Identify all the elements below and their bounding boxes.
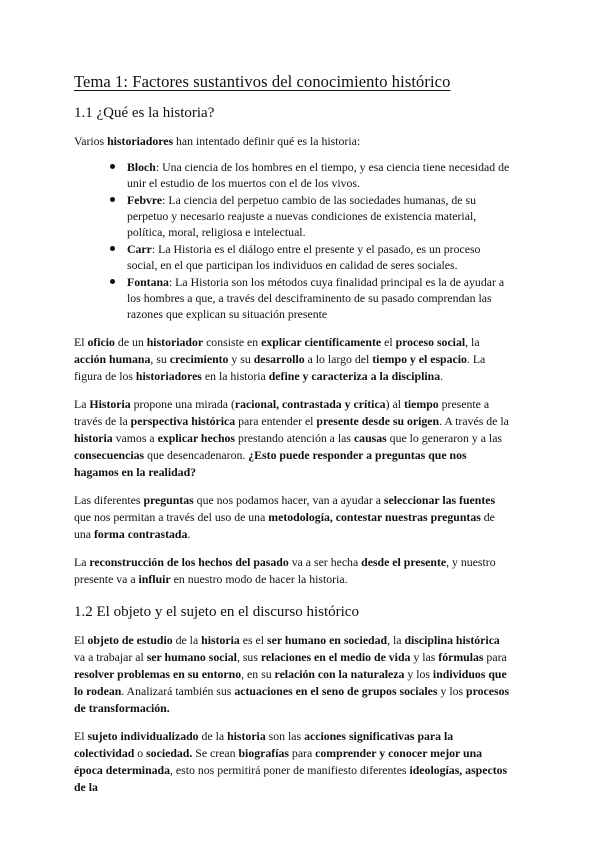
bold-run: reconstrucción de los hechos del pasado xyxy=(89,555,289,569)
text-run: . La figura de los xyxy=(74,352,486,383)
bold-run: desarrollo xyxy=(253,352,305,366)
paragraph-mirada xyxy=(74,396,512,481)
bullet-icon xyxy=(110,197,115,202)
text-run: . xyxy=(187,527,191,541)
text-run: , sus xyxy=(236,650,261,664)
text-run: para entender el xyxy=(235,414,317,428)
bold-run: consecuencias xyxy=(74,448,145,462)
text-run: , y nuestro presente va a xyxy=(74,555,496,586)
bold-run: historia xyxy=(201,633,240,647)
text-run: , esto nos permitirá poner de manifiesto diferentes xyxy=(170,763,410,777)
text-run: propone una mirada ( xyxy=(130,397,235,411)
text-run: vamos a xyxy=(112,431,158,445)
text-run: el xyxy=(381,335,396,349)
bold-run: perspectiva histórica xyxy=(130,414,236,428)
definition-author: Bloch xyxy=(127,160,156,174)
bold-run: historiadores xyxy=(107,134,174,148)
bold-run: forma contrastada xyxy=(93,527,188,541)
bold-run: ser humano social xyxy=(146,650,237,664)
text-run: El xyxy=(74,729,88,743)
text-run: va a trabajar al xyxy=(74,650,147,664)
bold-run: biografías xyxy=(238,746,289,760)
definition-text: : La Historia son los métodos cuya finalidad principal es la de ayudar a los hombres a que, a través del desciframinento de su pasado comprendan las razones que explican su situación presente xyxy=(127,275,505,321)
bold-run: proceso social xyxy=(395,335,466,349)
bold-run: resolver problemas en su entorno xyxy=(74,667,242,681)
text-run: , la xyxy=(387,633,405,647)
list-item xyxy=(127,274,512,322)
bold-run: objeto de estudio xyxy=(87,633,173,647)
bold-run: define y caracteriza a la disciplina xyxy=(268,369,441,383)
bold-run: sujeto individualizado xyxy=(87,729,199,743)
list-item xyxy=(127,192,512,240)
bold-run: tiempo y el espacio xyxy=(372,352,467,366)
text-run: consiste en xyxy=(203,335,262,349)
bold-run: ser humano en sociedad xyxy=(267,633,388,647)
bold-run: tiempo xyxy=(403,397,439,411)
text-run: Varios xyxy=(74,134,108,148)
text-run: y los xyxy=(437,684,467,698)
definitions-list xyxy=(74,159,512,322)
text-run: que lo generaron y a las xyxy=(386,431,503,445)
definition-text: : Una ciencia de los hombres en el tiempo, y esa ciencia tiene necesidad de unir el estudio de los muertos con el de los vivos. xyxy=(127,160,510,190)
text-run: a lo largo del xyxy=(304,352,373,366)
text-run: . xyxy=(440,369,444,383)
document-title: Tema 1: Factores sustantivos del conocimiento histórico xyxy=(74,72,451,91)
text-run: o xyxy=(134,746,147,760)
text-run: han intentado definir qué es la historia: xyxy=(173,134,361,148)
text-run: ) al xyxy=(385,397,404,411)
text-run: El xyxy=(74,335,88,349)
definition-text: : La Historia es el diálogo entre el presente y el pasado, es un proceso social, en el que participan los individuos en calidad de seres sociales. xyxy=(127,242,481,272)
bold-run: crecimiento xyxy=(169,352,229,366)
bold-run: ideologías, aspectos de la xyxy=(74,763,508,794)
text-run: . Analizará también sus xyxy=(121,684,235,698)
bold-run: sociedad. xyxy=(146,746,193,760)
text-run: El xyxy=(74,633,88,647)
bold-run: metodología, contestar nuestras preguntas xyxy=(268,510,481,524)
text-run: Las diferentes xyxy=(74,493,144,507)
bold-run: procesos de transformación. xyxy=(74,684,510,715)
bullet-icon xyxy=(110,164,115,169)
text-run: prestando atención a las xyxy=(235,431,354,445)
text-run: y los xyxy=(404,667,433,681)
text-run: y las xyxy=(410,650,439,664)
text-run: para xyxy=(288,746,316,760)
definition-author: Fontana xyxy=(127,275,169,289)
text-run: en nuestro modo de hacer la historia. xyxy=(170,572,348,586)
text-run: y su xyxy=(228,352,254,366)
text-run: La xyxy=(74,555,90,569)
intro-paragraph xyxy=(74,133,512,150)
bold-run: explicar hechos xyxy=(157,431,236,445)
text-run: , en su xyxy=(241,667,275,681)
bold-run: actuaciones en el seno de grupos sociales xyxy=(234,684,438,698)
bold-run: individuos que lo rodean xyxy=(74,667,507,698)
definition-text: : La ciencia del perpetuo cambio de las sociedades humanas, de su perpetuo y necesario reajuste a nuevas condiciones de existencia material, política, moral, religiosa e intelectual. xyxy=(127,193,477,239)
bold-run: historiadores xyxy=(135,369,202,383)
text-run: La xyxy=(74,397,90,411)
definition-author: Febvre xyxy=(127,193,163,207)
text-run: de una xyxy=(74,510,495,541)
definition-author: Carr xyxy=(127,242,152,256)
bullet-icon xyxy=(110,246,115,251)
paragraph-preguntas xyxy=(74,492,512,543)
list-item xyxy=(127,159,512,191)
text-run: en la historia xyxy=(201,369,269,383)
bold-run: historia xyxy=(74,431,113,445)
text-run: Se crean xyxy=(192,746,239,760)
bold-run: comprender y conocer mejor una época determinada xyxy=(74,746,483,777)
text-run: de la xyxy=(198,729,228,743)
bullet-icon xyxy=(110,279,115,284)
bold-run: causas xyxy=(353,431,387,445)
text-run: que nos podamos hacer, van a ayudar a xyxy=(193,493,384,507)
text-run: , su xyxy=(150,352,170,366)
bold-run: desde el presente xyxy=(361,555,447,569)
bold-run: relación con la naturaleza xyxy=(274,667,405,681)
list-item xyxy=(127,241,512,273)
bold-run: influir xyxy=(138,572,171,586)
bold-run: presente desde su origen xyxy=(316,414,440,428)
paragraph-sujeto xyxy=(74,728,512,796)
text-run: que nos permitan a través del uso de una xyxy=(74,510,269,524)
bold-run: explicar científicamente xyxy=(261,335,382,349)
bold-run: acciones significativas para la colectividad xyxy=(74,729,454,760)
bold-run: fórmulas xyxy=(438,650,484,664)
bold-run: historiador xyxy=(146,335,204,349)
text-run: va a ser hecha xyxy=(288,555,362,569)
bold-run: preguntas xyxy=(143,493,194,507)
paragraph-reconstruccion xyxy=(74,554,512,588)
text-run: que desencadenaron. xyxy=(144,448,249,462)
bold-run: acción humana xyxy=(74,352,151,366)
paragraph-objeto xyxy=(74,632,512,717)
text-run: . A través de la xyxy=(439,414,509,428)
bold-run: seleccionar las fuentes xyxy=(383,493,496,507)
bold-run: ¿Esto puede responder a preguntas que nos hagamos en la realidad? xyxy=(74,448,467,479)
bold-run: disciplina histórica xyxy=(404,633,500,647)
bold-run: historia xyxy=(227,729,266,743)
text-run: de la xyxy=(172,633,202,647)
paragraph-oficio xyxy=(74,334,512,385)
section-heading-1-1: 1.1 ¿Qué es la historia? xyxy=(74,105,215,121)
bold-run: oficio xyxy=(87,335,115,349)
bold-run: racional, contrastada y crítica xyxy=(234,397,386,411)
text-run: presente a través de la xyxy=(74,397,490,428)
bold-run: relaciones en el medio de vida xyxy=(260,650,411,664)
section-heading-1-2: 1.2 El objeto y el sujeto en el discurso histórico xyxy=(74,604,359,620)
text-run: , la xyxy=(465,335,480,349)
text-run: son las xyxy=(265,729,305,743)
text-run: de un xyxy=(114,335,147,349)
bold-run: Historia xyxy=(89,397,131,411)
text-run: para xyxy=(483,650,507,664)
text-run: es el xyxy=(239,633,268,647)
